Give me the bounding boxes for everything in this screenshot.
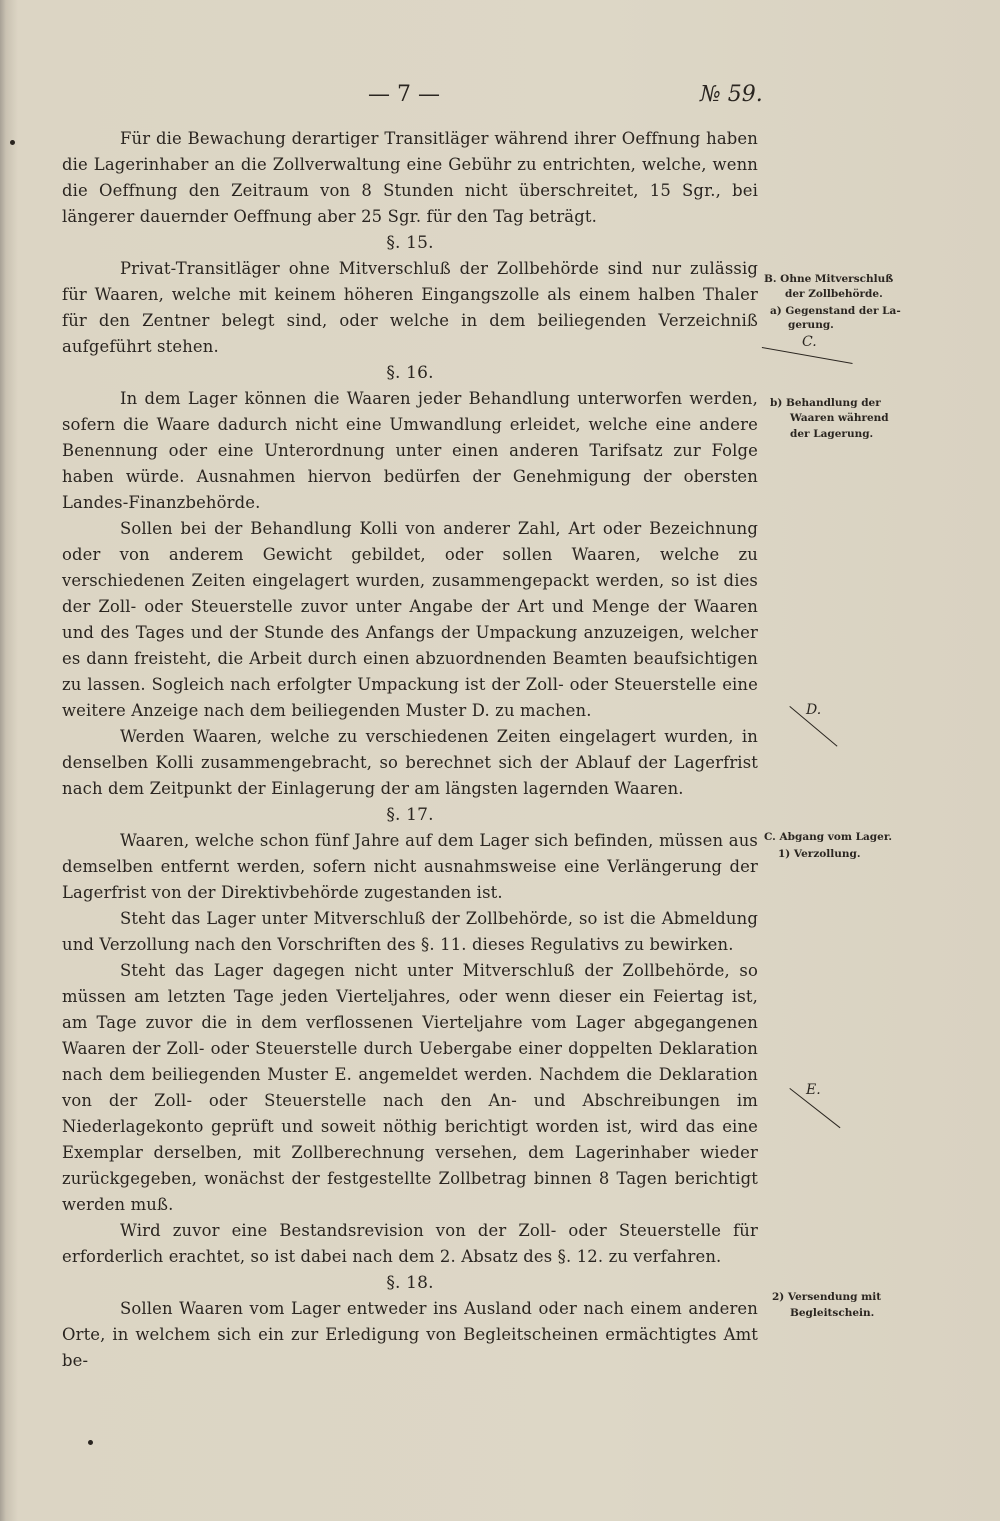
margin-note: 2) Versendung mit — [772, 1291, 882, 1303]
form-reference-mark: C. — [802, 334, 817, 350]
margin-note: b) Behandlung der — [770, 397, 881, 409]
paragraph: Waaren, welche schon fünf Jahre auf dem Lager sich befinden, müssen aus demselben entfernt werden, sofern nicht ausnahmsweise eine Verlängerung der Lagerfrist von der Direktivbehörde zugestanden ist. — [62, 831, 758, 902]
section-heading: §. 18. — [386, 1273, 434, 1293]
section-heading: §. 17. — [386, 805, 434, 825]
margin-speck — [10, 140, 15, 145]
section-heading: §. 16. — [386, 363, 434, 383]
margin-note: C. Abgang vom Lager. — [764, 831, 893, 843]
paragraph: Für die Bewachung derartiger Transitläger während ihrer Oeffnung haben die Lagerinhaber an die Zollverwaltung eine Gebühr zu entrichten, welche, wenn die Oeffnung den Zeitraum von 8 Stunden nicht überschreitet, 15 Sgr., bei längerer dauernder Oeffnung aber 25 Sgr. für den Tag beträgt. — [62, 129, 758, 226]
margin-note: der Lagerung. — [790, 428, 874, 440]
margin-note: 1) Verzollung. — [778, 848, 861, 860]
margin-speck — [88, 1440, 93, 1445]
form-reference-mark: D. — [806, 702, 822, 718]
issue-number: № 59. — [700, 82, 763, 107]
paragraph: Steht das Lager unter Mitverschluß der Zollbehörde, so ist die Abmeldung und Verzollung nach den Vorschriften des §. 11. dieses Regulativs zu bewirken. — [62, 909, 758, 954]
form-reference-mark: E. — [806, 1082, 821, 1098]
paragraph: Steht das Lager dagegen nicht unter Mitverschluß der Zollbehörde, so müssen am letzten Tage jeden Vierteljahres, oder wenn dieser ein Feiertag ist, am Tage zuvor die in dem verflossenen Vierteljahre vom Lager abgegangenen Waaren der Zoll- oder Steuerstelle durch Uebergabe einer doppelten Deklaration nach dem beiliegenden Muster E. angemeldet werden. Nachdem die Deklaration von der Zoll- oder Steuerstelle nach den An- und Abschreibungen im Niederlagekonto geprüft und soweit nöthig berichtigt worden ist, wird das eine Exemplar derselben, mit Zollberechnung versehen, dem Lagerinhaber wieder zurückgegeben, wonächst der festgestellte Zollbetrag binnen 8 Tagen berichtigt werden muß. — [62, 961, 758, 1214]
margin-note: Waaren während — [790, 412, 889, 424]
page-header — [0, 82, 1000, 116]
paragraph: Werden Waaren, welche zu verschiedenen Zeiten eingelagert wurden, in denselben Kolli zusammengebracht, so berechnet sich der Ablauf der Lagerfrist nach dem Zeitpunkt der Einlagerung der am längsten lagernden Waaren. — [62, 727, 758, 798]
margin-note: Begleitschein. — [790, 1307, 875, 1319]
margin-note: B. Ohne Mitverschluß — [764, 273, 894, 285]
main-text — [62, 126, 758, 1374]
margin-note: a) Gegenstand der La- — [770, 305, 901, 317]
section-heading: §. 15. — [386, 233, 434, 253]
paragraph: Sollen bei der Behandlung Kolli von anderer Zahl, Art oder Bezeichnung oder von anderem Gewicht gebildet, oder sollen Waaren, welche zu verschiedenen Zeiten eingelagert wurden, zusammengepackt werden, so ist dies der Zoll- oder Steuerstelle zuvor unter Angabe der Art und Menge der Waaren und des Tages und der Stunde des Anfangs der Umpackung anzuzeigen, welcher es dann freisteht, die Arbeit durch einen abzuordnenden Beamten beaufsichtigen zu lassen. Sogleich nach erfolgter Umpackung ist der Zoll- oder Steuerstelle eine weitere Anzeige nach dem beiliegenden Muster D. zu machen. — [62, 519, 758, 720]
paragraph: Privat-Transitläger ohne Mitverschluß der Zollbehörde sind nur zulässig für Waaren, welche mit keinem höheren Eingangszolle als einem halben Thaler für den Zentner belegt sind, oder welche in dem beiliegenden Verzeichniß aufgeführt stehen. — [62, 259, 758, 356]
paragraph: In dem Lager können die Waaren jeder Behandlung unterworfen werden, sofern die Waare dadurch nicht eine Umwandlung erleidet, welche eine andere Benennung oder eine Unterordnung unter einen anderen Tarifsatz zur Folge haben würde. Ausnahmen hiervon bedürfen der Genehmigung der obersten Landes-Finanzbehörde. — [62, 389, 758, 512]
page-number: — 7 — — [368, 82, 440, 107]
paragraph: Wird zuvor eine Bestandsrevision von der Zoll- oder Steuerstelle für erforderlich erachtet, so ist dabei nach dem 2. Absatz des §. 12. zu verfahren. — [62, 1221, 758, 1266]
paragraph: Sollen Waaren vom Lager entweder ins Ausland oder nach einem anderen Orte, in welchem sich ein zur Erledigung von Begleitscheinen ermächtigtes Amt be- — [62, 1299, 758, 1370]
margin-note: gerung. — [788, 319, 834, 331]
margin-note: der Zollbehörde. — [785, 288, 883, 300]
